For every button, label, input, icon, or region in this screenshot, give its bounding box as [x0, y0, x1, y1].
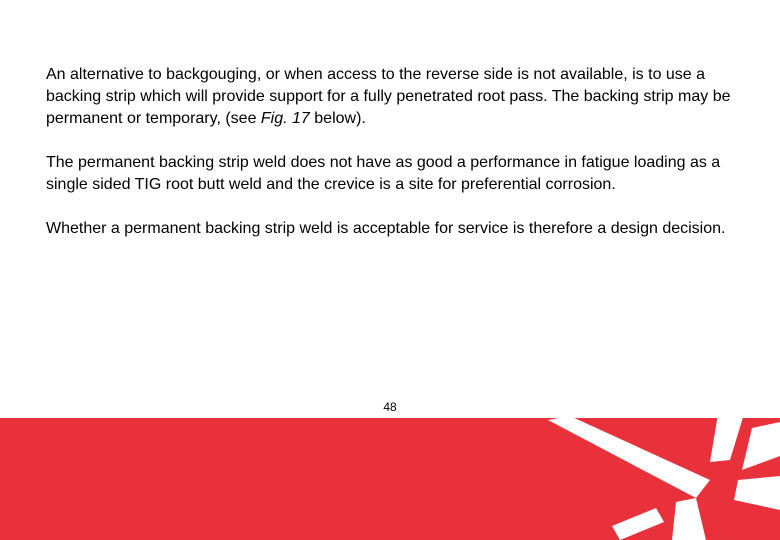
paragraph-1-text-start: An alternative to backgouging, or when access to the reverse side is not available, is to use a backing strip which will provide support for a fully penetrated root pass. The backing strip may be permanent or temporary, (see — [46, 66, 731, 127]
footer-graphic — [0, 418, 780, 540]
footer-band — [0, 418, 780, 540]
paragraph-backing-strip-alternative — [46, 64, 746, 130]
document-body — [46, 64, 746, 262]
paragraph-1-text-end: below). — [309, 110, 366, 127]
paragraph-design-decision: Whether a permanent backing strip weld is acceptable for service is therefore a design decision. — [46, 220, 726, 237]
page-number: 48 — [383, 400, 397, 414]
paragraph-permanent-backing-strip: The permanent backing strip weld does not have as good a performance in fatigue loading as a single sided TIG root butt weld and the crevice is a site for preferential corrosion. — [46, 154, 721, 193]
figure-reference: Fig. 17 — [260, 110, 310, 127]
